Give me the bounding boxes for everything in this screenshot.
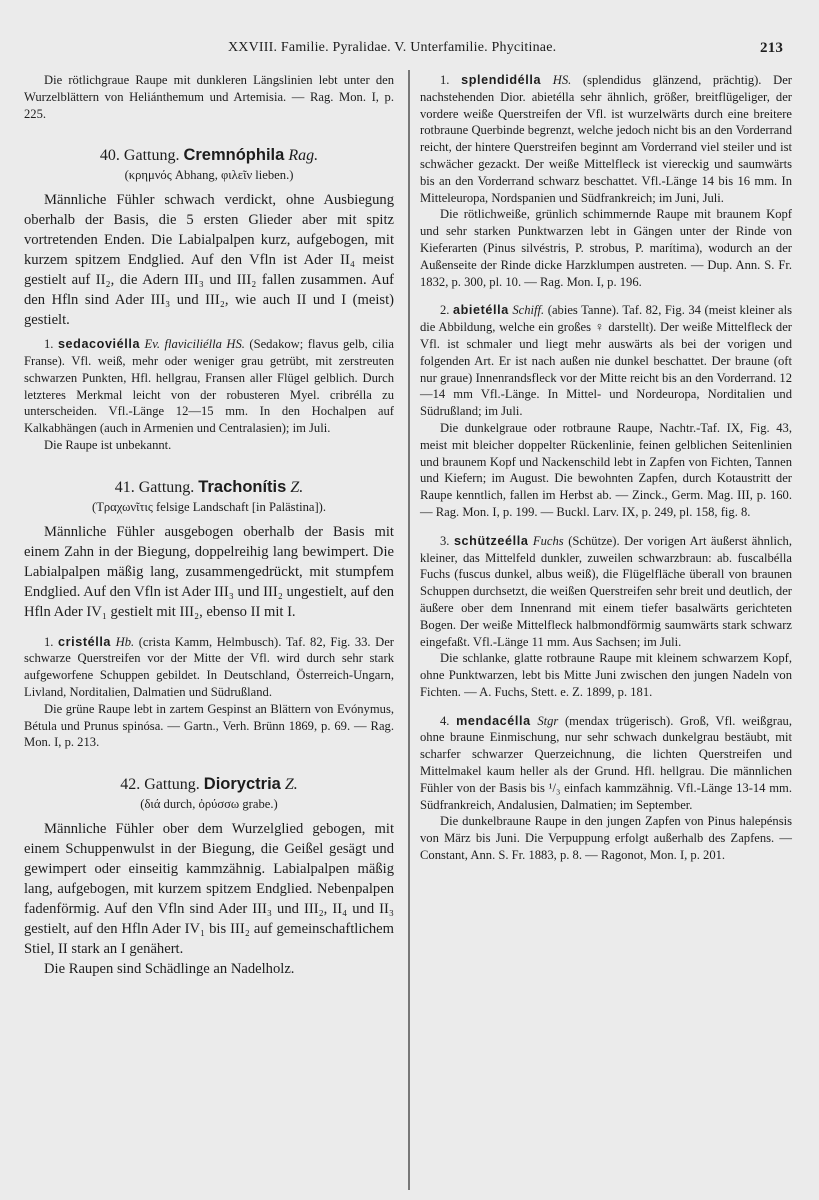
- intro-paragraph: Die rötlichgraue Raupe mit dunkleren Längslinien lebt unter den Wurzelblättern von Heliánthemum und Artemisia. — Rag. Mon. I, p. 225.: [24, 73, 394, 121]
- larva-paragraph: Die dunkelgraue oder rotbraune Raupe, Nachtr.-Taf. IX, Fig. 43, meist mit bleicher doppelter Rückenlinie, feinen gelblichen Seitenlinien und braunem Kopf und Nackenschild lebt in Zapfen von Fichten, Tannen und Kiefern; im August. Die bewohnten Zapfen, durch Kotaustritt der Raupe kenntlich, fallen im Herbst ab. — Zinck., Germ. Mag. III, p. 160. — Rag. Mon. I, p. 199. — Buckl. Larv. IX, p. 249, pl. 158, fig. 8.: [420, 420, 792, 519]
- species-author: Hb.: [115, 634, 135, 649]
- genus-name: Trachonítis: [198, 477, 287, 496]
- species-name: mendacélla: [456, 713, 531, 728]
- genus-name: Cremnóphila: [183, 146, 285, 165]
- genus-number: 40. Gattung.: [99, 147, 180, 165]
- species-author: Stgr: [537, 713, 559, 728]
- genus-note: Die Raupen sind Schädlinge an Nadelholz.: [44, 960, 295, 977]
- genus-etymology: (κρημνός Abhang, φιλεῖν lieben.): [124, 168, 294, 183]
- genus-heading-41: [24, 476, 394, 499]
- page-number: 213: [760, 40, 784, 56]
- species-number: 4.: [440, 713, 450, 728]
- species-name: schützeélla: [453, 533, 529, 548]
- species-text: flavus gelb, cilia Franse). Vfl. weiß, mehr oder weniger grau getrübt, mit zerstreuten schwarzen Punkten, Hfl. hellgrau, Fransen aller Flügel gelblich. Durch letzteres Merkmal leicht von der robusteren Myel. cribrélla zu unterscheiden. Vfl.-Länge 12—15 mm. In den Hochalpen auf Kalkabhängen (auch in Armenien und Centralasien); im Juli.: [24, 337, 394, 436]
- species-entry: [24, 336, 394, 437]
- species-entry: [420, 302, 792, 420]
- species-name: cristélla: [58, 634, 112, 649]
- genus-heading-40: [24, 144, 394, 167]
- species-name: abietélla: [453, 303, 509, 318]
- species-number: 1.: [44, 337, 54, 352]
- species-number: 1.: [440, 73, 450, 87]
- right-column: [420, 72, 792, 864]
- genus-etymology: (Τραχωνῖτις felsige Landschaft [in Palästina]).: [92, 499, 326, 514]
- larva-paragraph: Die rötlichweiße, grünlich schimmernde Raupe mit braunem Kopf und sehr starken Punktwarzen lebt in Gängen unter der Rinde von Kieferarten (Pinus silvéstris, P. strobus, P. marítima), wodurch an der Außenseite der Rinde dicke Harzklumpen austreten. — Dup. Ann. S. Fr. 1832, p. 300, pl. 10. — Rag. Mon. I, p. 196.: [420, 207, 792, 289]
- species-text: (abies Tanne). Taf. 82, Fig. 34 (meist kleiner als die Abbildung, welche ein großes ♀ darstellt). Der weiße Mittelfleck der Vfl. ist schmaler und liegt mehr auswärts als bei der vorigen und folgenden Art. Er ist nach außen nie dunkel beschattet. Der braune (oft nur graue) Innenrandsfleck vor der Mitte reicht bis an den Vorderrand. 12—14 mm Vfl.-Länge. In Mittel- und Nordeuropa, Norditalien und Südrußland; im Juli.: [420, 303, 793, 419]
- genus-etymology: (διά durch, ὀρύσσω grabe.): [140, 797, 278, 812]
- larva-paragraph: Die dunkelbraune Raupe in den jungen Zapfen von Pinus halepénsis von März bis Juni. Die Verpuppung erfolgt außerhalb des Zapfens. — Constant, Ann. S. Fr. 1883, p. 8. — Ragonot, Mon. I, p. 201.: [420, 814, 792, 863]
- species-number: 1.: [44, 634, 54, 649]
- running-header: [0, 38, 819, 60]
- species-name: sedacoviélla: [57, 337, 141, 352]
- species-text: (crista Kamm, Helmbusch). Taf. 82, Fig. 33. Der schwarze Querstreifen vor der Mitte der Vfl. wird durch sehr stark aufgeworfene Schuppen gebildet. In Deutschland, Österreich-Ungarn, Livland, Norditalien, Dalmatien und Südrußland.: [24, 634, 394, 699]
- genus-author: Z.: [284, 776, 298, 794]
- genus-description: Männliche Fühler schwach verdickt, ohne Ausbiegung oberhalb der Basis, die 5 ersten Glieder aber mit spitz vortretenden Enden. Die Labialpalpen kurz, aufgebogen, mit kurzem spitzem Endglied. Auf den Vfln ist Ader II₄ meist gestielt auf II₂, die Adern III₃ und III₂ fallen zusammen. Auf den Hfln sind Ader III₃ und III₂, wie auch II und I (meist) gestielt.: [24, 192, 394, 329]
- species-common: (Sedakow;: [249, 337, 304, 352]
- species-author: HS.: [552, 73, 572, 87]
- species-number: 2.: [440, 303, 450, 318]
- species-entry: [420, 72, 792, 206]
- genus-name: Dioryctria: [203, 775, 281, 794]
- species-entry: [24, 634, 394, 701]
- species-text: (mendax trügerisch). Groß, Vfl. weißgrau, ohne braune Einmischung, nur sehr schwach dunkelgrau bestäubt, mit scharfer schwarzer Querzeichnung, die lichten Querstreifen und Mittelmakel kaum heller als der Grund. Hfl. hellgrau. Die männlichen Fühler von der Basis bis ¹/₃ einfach kammzähnig. Vfl.-Länge 13-14 mm. Südfrankreich, Andalusien, Dalmatien; im September.: [420, 713, 793, 812]
- larva-paragraph: Die Raupe ist unbekannt.: [44, 437, 172, 452]
- larva-paragraph: Die grüne Raupe lebt in zartem Gespinst an Blättern von Evónymus, Bétula und Prunus spinósa. — Gartn., Verh. Brünn 1869, p. 69. — Rag. Mon. I, p. 213.: [24, 701, 394, 750]
- genus-heading-42: [24, 773, 394, 796]
- left-column: [24, 72, 394, 979]
- genus-description: Männliche Fühler ausgebogen oberhalb der Basis mit einem Zahn in der Biegung, doppelreihig lang bewimpert. Die Labialpalpen mäßig lang, zusammengedrückt, mit stumpfem Endglied. Auf den Vfln ist Ader III₃ und III₂ ungestielt, auf den Hfln Ader IV₁ gestielt mit III₂, ebenso II mit I.: [24, 523, 394, 620]
- larva-paragraph: Die schlanke, glatte rotbraune Raupe mit kleinem schwarzem Kopf, ohne Punktwarzen, lebt bis Mitte Juni zwischen den jungen Nadeln von Fichten. — A. Fuchs, Stett. e. Z. 1899, p. 181.: [420, 651, 792, 699]
- species-text: (Schütze). Der vorigen Art äußerst ähnlich, kleiner, das Mittelfeld dunkler, zuweilen schwarzbraun: ab. fuscalbélla Fuchs (fuscus dunkel, albus weiß), die Flügelfläche überall von braunen Schuppen durchsetzt, die weißen Querstreifen sehr breit und deutlich, der äußere ober dem Innenrand mit einem tiefer basalwärts gerichteten Bogen. Der weiße Mittelfleck halbmondförmig saumwärts stark schwarz eingefaßt. Vfl.-Länge 11 mm. Aus Sachsen; im Juli.: [420, 533, 792, 649]
- genus-author: Z.: [290, 478, 304, 496]
- species-entry: [420, 533, 792, 651]
- species-name: splendidélla: [461, 73, 542, 87]
- species-author: Fuchs: [532, 533, 564, 548]
- species-entry: [420, 713, 792, 814]
- running-title: XXVIII. Familie. Pyralidae. V. Unterfamilie. Phycitinae.: [228, 40, 557, 55]
- species-synonym: flaviciliélla HS.: [164, 337, 245, 352]
- species-text: (splendidus glänzend, prächtig). Der nachstehenden Dior. abietélla sehr ähnlich, größer, breitflügeliger, der vordere weiße Querstreifen der Vfl. ist wurzelwärts durch eine breitere rotbraune Querbinde begrenzt, welche jedoch nicht bis an den Vorderrand reicht, der hintere Querstreifen beginnt am Vorderrand viel steiler und ist schwächer gezackt. Der weiße Mittelfleck ist viereckig und saumwärts bis an den Vorderrand schwarz beschattet. Vfl.-Länge 14 bis 16 mm. In Mitteleuropa, Nordspanien und Südfrankreich; im Juni, Juli.: [420, 73, 792, 205]
- genus-description: Männliche Fühler ober dem Wurzelglied gebogen, mit einem Schuppenwulst in der Biegung, die Geißel gesägt und gewimpert oder einseitig kammzähnig. Labialpalpen mäßig lang, aufgebogen, mit kurzem spitzem Endglied. Nebenpalpen fadenförmig. Auf den Vfln sind Ader III₃ und III₂, II₄ und II₃ gestielt, auf den Hfln Ader IV₁ bis III₂ auf gemeinschaftlichem Stiel, II stark an I genähert.: [24, 820, 394, 957]
- species-author: Schiff.: [512, 303, 545, 318]
- genus-number: 42. Gattung.: [120, 776, 200, 794]
- genus-author: Rag.: [288, 147, 319, 165]
- genus-number: 41. Gattung.: [114, 478, 195, 496]
- column-divider: [408, 70, 410, 1190]
- species-number: 3.: [440, 533, 450, 548]
- species-author: Ev.: [144, 337, 161, 352]
